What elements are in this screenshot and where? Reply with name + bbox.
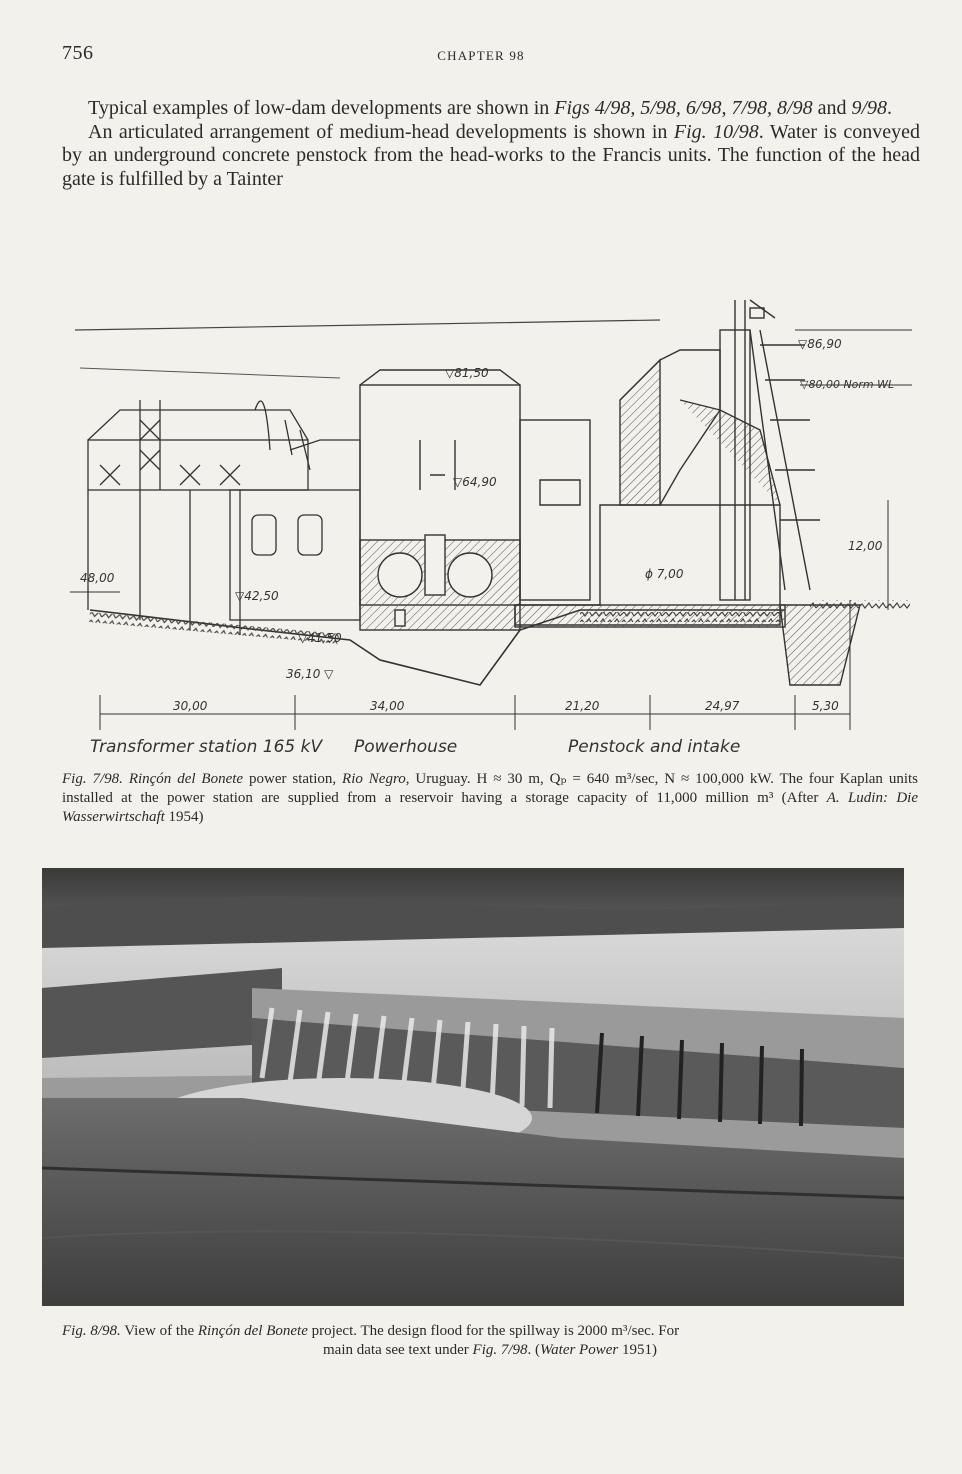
elevation-label: ▽86,90 xyxy=(798,337,842,351)
caption-name: Rinçón del Bonete xyxy=(128,771,244,787)
figure-number: Fig. 8/98. xyxy=(62,1323,121,1339)
fig-reference: 9/98 xyxy=(851,97,888,119)
figure-caption-8-98 xyxy=(62,1322,918,1360)
height-label: 12,00 xyxy=(848,539,883,553)
body-text xyxy=(62,97,920,191)
elevation-label: ▽41,50 xyxy=(298,631,342,645)
fig-reference: Fig. 10/98 xyxy=(673,120,759,143)
fig-reference: Fig. 7/98 xyxy=(472,1342,528,1358)
caption-text: , Uruguay. H ≈ 30 m, Qₚ = 640 m³/sec, N ≈ 100,000 kW. The four Kaplan units installed at the power station are supplied from a reservoir having a storage capacity of 11,000 million m³ (After xyxy=(62,771,919,806)
para1-text: and xyxy=(812,97,852,119)
elevation-label: ▽81,50 xyxy=(445,366,489,380)
para1-text: Typical examples of low-dam developments are shown in xyxy=(88,97,555,119)
dimension-label: 5,30 xyxy=(812,699,839,713)
dimension-label: 21,20 xyxy=(565,699,600,713)
para2-text: An articulated arrangement of medium-head developments is shown in xyxy=(88,120,674,143)
section-label-transformer: Transformer station 165 kV xyxy=(90,737,323,757)
dimension-label: 24,97 xyxy=(705,699,740,713)
para2-text: . Water is conveyed by an underground concrete penstock from the head-works to the Francis units. The function of the head gate is fulfilled by a Tainter xyxy=(62,120,921,190)
elevation-label: ▽42,50 xyxy=(235,589,279,603)
elevation-label: 36,10 ▽ xyxy=(286,667,334,681)
fig-reference: Figs 4/98, 5/98, 6/98, 7/98, 8/98 xyxy=(554,97,813,119)
dimension-label: 30,00 xyxy=(173,699,208,713)
elevation-label: ▽80,00 Norm WL xyxy=(800,378,895,391)
caption-text: . ( xyxy=(527,1342,541,1358)
section-label-penstock: Penstock and intake xyxy=(568,737,741,757)
caption-text: 1954) xyxy=(164,809,204,825)
caption-name: Rinçón del Bonete xyxy=(197,1323,308,1339)
para1-text: . xyxy=(887,97,893,119)
section-label-powerhouse: Powerhouse xyxy=(354,737,458,757)
figure-caption-7-98 xyxy=(62,770,918,827)
caption-place: Rio Negro xyxy=(342,771,406,787)
elevation-label: ▽64,90 xyxy=(453,475,497,489)
cross-section-drawing xyxy=(60,290,912,760)
paragraph-1 xyxy=(62,97,920,121)
figure-number: Fig. 7/98. xyxy=(62,771,123,787)
page-number: 756 xyxy=(62,42,94,64)
dam-photo-svg xyxy=(42,868,904,1306)
dimension-label: 34,00 xyxy=(370,699,405,713)
caption-source: Water Power xyxy=(540,1342,619,1358)
penstock-intake xyxy=(515,300,860,685)
running-head: CHAPTER 98 xyxy=(437,48,525,63)
paragraph-2 xyxy=(62,121,920,192)
diameter-label: ϕ 7,00 xyxy=(645,567,684,581)
caption-text: View of the xyxy=(120,1323,198,1339)
caption-source: A. Ludin: Die Wasserwirtschaft xyxy=(62,790,918,825)
powerhouse xyxy=(360,370,590,630)
caption-text: power station, xyxy=(243,771,343,787)
caption-text: main data see text under xyxy=(323,1342,473,1358)
dam-photograph xyxy=(42,868,904,1306)
elevation-label: 48,00 xyxy=(80,571,115,585)
caption-text: project. The design flood for the spillway is 2000 m³/sec. For xyxy=(307,1323,680,1339)
caption-line-2 xyxy=(62,1341,918,1360)
caption-text: 1951) xyxy=(618,1342,657,1358)
cross-section-svg xyxy=(60,290,912,760)
